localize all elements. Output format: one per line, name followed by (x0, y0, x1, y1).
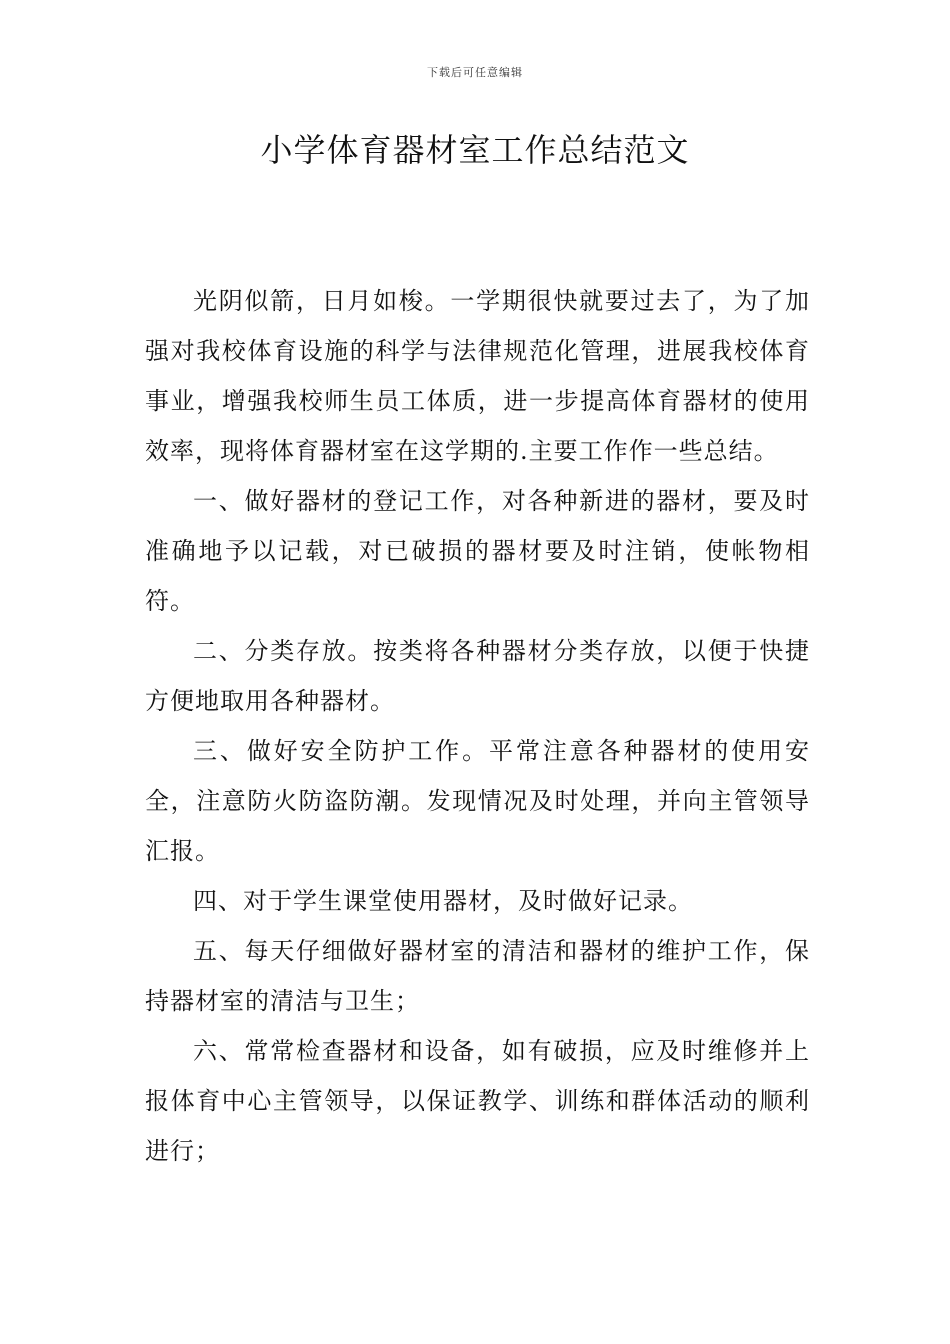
paragraph-intro: 光阴似箭，日月如梭。一学期很快就要过去了，为了加强对我校体育设施的科学与法律规范化管理，进展我校体育事业，增强我校师生员工体质，进一步提高体育器材的使用效率，现将体育器材室在这学期的.主要工作作一些总结。 (145, 287, 810, 465)
paragraph-item-3: 三、做好安全防护工作。平常注意各种器材的使用安全，注意防火防盗防潮。发现情况及时处理，并向主管领导汇报。 (145, 737, 810, 865)
header-note: 下载后可任意编辑 (427, 66, 523, 79)
paragraph-item-5: 五、每天仔细做好器材室的清洁和器材的维护工作，保持器材室的清洁与卫生； (145, 937, 810, 1015)
document-body (145, 276, 810, 1176)
paragraph-item-4: 四、对于学生课堂使用器材，及时做好记录。 (193, 887, 693, 915)
paragraph-item-6: 六、常常检查器材和设备，如有破损，应及时维修并上报体育中心主管领导，以保证教学、训练和群体活动的顺利进行； (145, 1037, 810, 1165)
document-title: 小学体育器材室工作总结范文 (260, 131, 690, 169)
paragraph-item-2: 二、分类存放。按类将各种器材分类存放，以便于快捷方便地取用各种器材。 (145, 637, 810, 715)
paragraph-item-1: 一、做好器材的登记工作，对各种新进的器材，要及时准确地予以记载，对已破损的器材要及时注销，使帐物相符。 (145, 487, 810, 615)
